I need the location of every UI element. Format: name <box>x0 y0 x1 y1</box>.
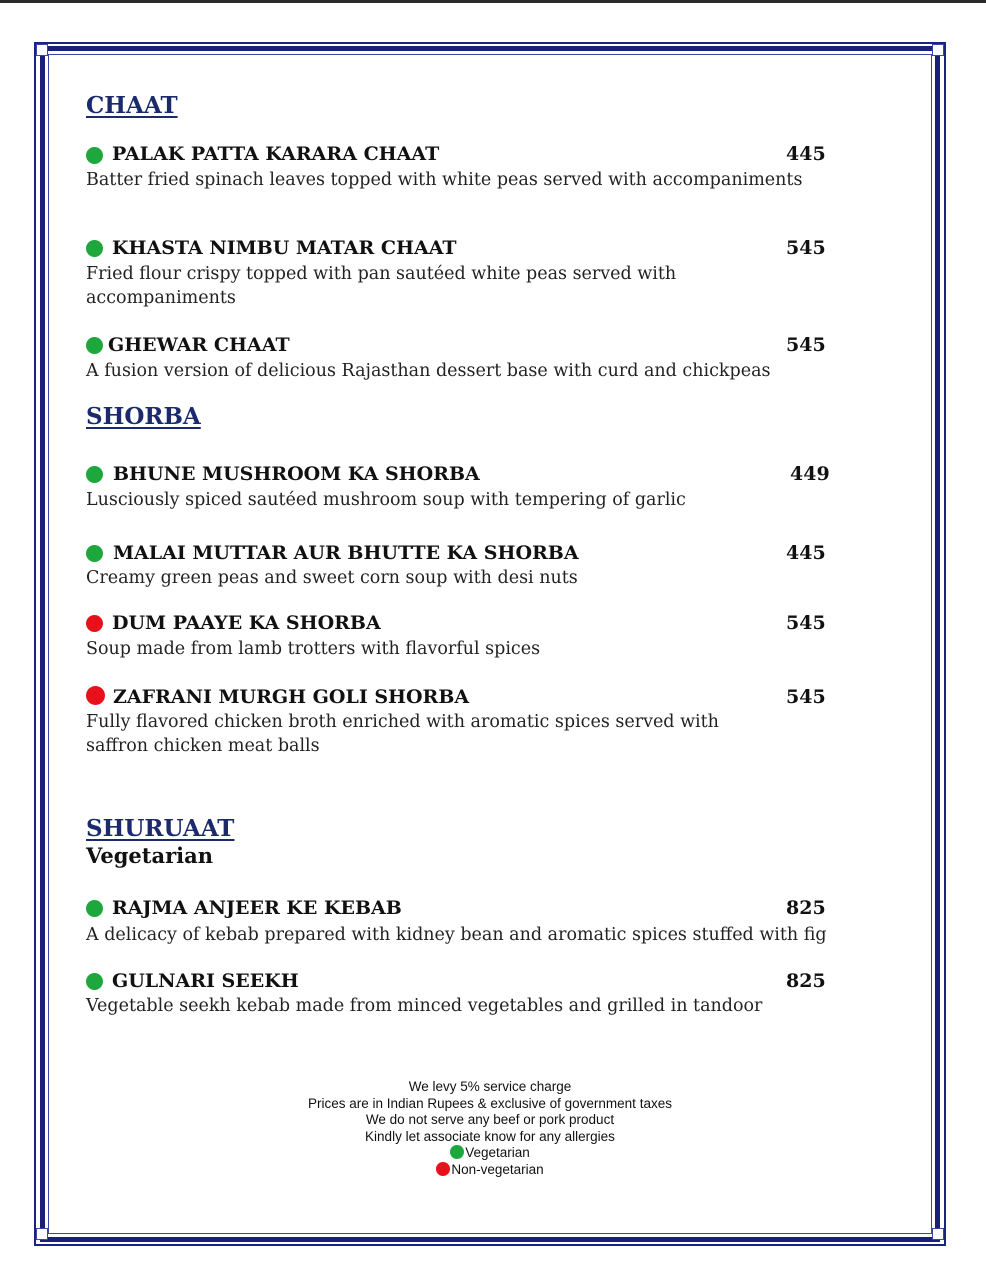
menu-item-name: GULNARI SEEKH <box>112 970 299 992</box>
veg-indicator-icon <box>86 240 103 257</box>
menu-item-description: Vegetable seekh kebab made from minced vegetables and grilled in tandoor <box>86 996 763 1016</box>
nonveg-indicator-icon <box>436 1162 450 1176</box>
footer-line: Prices are in Indian Rupees & exclusive of government taxes <box>308 1095 672 1111</box>
veg-indicator-icon <box>86 466 103 483</box>
footer-notes <box>40 1079 940 1178</box>
menu-item-name: KHASTA NIMBU MATAR CHAAT <box>112 237 457 259</box>
menu-item-name: RAJMA ANJEER KE KEBAB <box>112 897 402 919</box>
menu-item-name: PALAK PATTA KARARA CHAAT <box>112 143 440 165</box>
menu-item-description: Soup made from lamb trotters with flavorful spices <box>86 639 541 659</box>
menu-item-description: A fusion version of delicious Rajasthan dessert base with curd and chickpeas <box>86 361 771 381</box>
menu-item-name: BHUNE MUSHROOM KA SHORBA <box>113 463 480 485</box>
menu-item-name: MALAI MUTTAR AUR BHUTTE KA SHORBA <box>113 542 579 564</box>
frame-corner <box>36 44 48 56</box>
menu-item-description: Lusciously spiced sautéed mushroom soup with tempering of garlic <box>86 490 686 510</box>
menu-item-description: Fried flour crispy topped with pan sautéed white peas served with accompaniments <box>86 264 677 308</box>
legend-label: Vegetarian <box>465 1145 530 1160</box>
legend-label: Non-vegetarian <box>451 1161 544 1177</box>
menu-item-description: A delicacy of kebab prepared with kidney bean and aromatic spices stuffed with fig <box>86 925 827 945</box>
veg-indicator-icon <box>86 973 103 990</box>
menu-item-description: Creamy green peas and sweet corn soup with desi nuts <box>86 568 578 588</box>
menu-item-price: 545 <box>786 334 826 356</box>
nonveg-indicator-icon <box>86 615 103 632</box>
menu-item-price: 825 <box>786 897 826 919</box>
frame-corner <box>932 1228 944 1240</box>
veg-indicator-icon <box>450 1145 464 1159</box>
menu-item-name: ZAFRANI MURGH GOLI SHORBA <box>113 686 470 708</box>
top-divider <box>0 0 986 3</box>
menu-item-price: 545 <box>786 612 826 634</box>
menu-item-description: Fully flavored chicken broth enriched with aromatic spices served with saffron chicken meat balls <box>86 712 719 756</box>
veg-indicator-icon <box>86 900 103 917</box>
section-subtitle: Vegetarian <box>86 843 213 868</box>
veg-indicator-icon <box>86 337 103 354</box>
menu-item-price: 449 <box>790 463 830 485</box>
section-title-shorba: SHORBA <box>86 403 201 430</box>
legend-nonvegetarian <box>40 1162 940 1179</box>
menu-item-price: 545 <box>786 237 826 259</box>
legend-vegetarian <box>40 1145 940 1162</box>
menu-item-name: DUM PAAYE KA SHORBA <box>112 612 381 634</box>
menu-item-name: GHEWAR CHAAT <box>108 334 290 356</box>
menu-item-description: Batter fried spinach leaves topped with white peas served with accompaniments <box>86 170 803 190</box>
menu-item-price: 545 <box>786 686 826 708</box>
frame-corner <box>932 44 944 56</box>
footer-line: Kindly let associate know for any allergies <box>365 1128 615 1144</box>
footer-line: We levy 5% service charge <box>408 1079 572 1094</box>
section-title-shuruaat: SHURUAAT <box>86 815 235 842</box>
veg-indicator-icon <box>86 545 103 562</box>
veg-indicator-icon <box>86 147 103 164</box>
menu-item-price: 445 <box>786 542 826 564</box>
frame-corner <box>36 1228 48 1240</box>
footer-line: We do not serve any beef or pork product <box>365 1112 615 1127</box>
menu-item-price: 825 <box>786 970 826 992</box>
section-title-chaat: CHAAT <box>86 92 178 119</box>
nonveg-indicator-icon <box>86 686 105 705</box>
menu-item-price: 445 <box>786 143 826 165</box>
